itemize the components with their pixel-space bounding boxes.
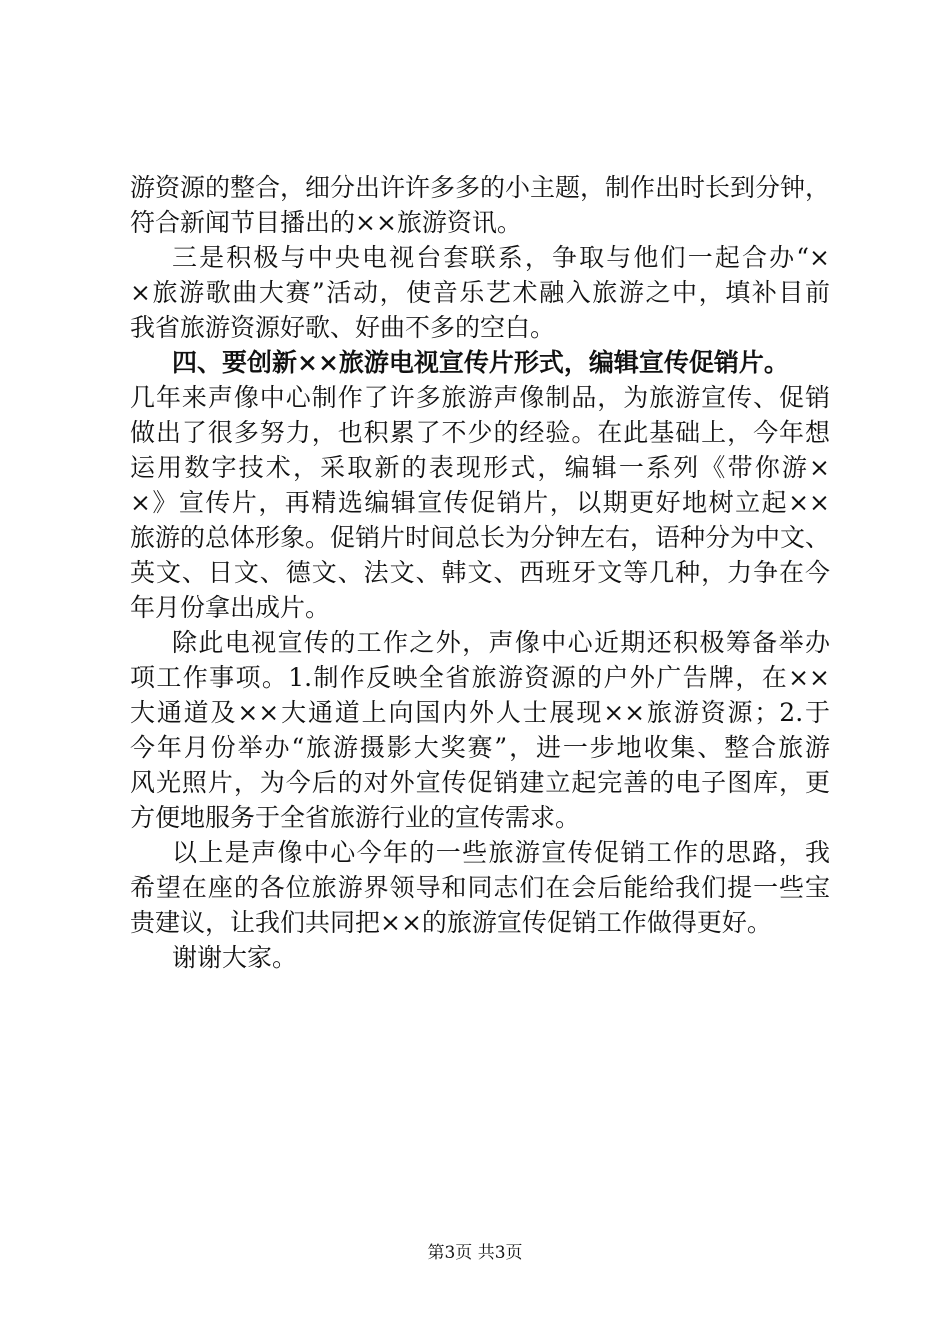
text-line: 旅游的总体形象。促销片时间总长为分钟左右，语种分为中文、 bbox=[130, 523, 831, 552]
closing-line: 谢谢大家。 bbox=[172, 943, 298, 972]
text-line: 风光照片，为今后的对外宣传促销建立起完善的电子图库，更 bbox=[130, 768, 830, 797]
text-line: 运用数字技术，采取新的表现形式，编辑一系列《带你游× bbox=[130, 453, 830, 482]
text-line: 方便地服务于全省旅游行业的宣传需求。 bbox=[130, 803, 581, 832]
page-footer bbox=[0, 1242, 950, 1264]
paragraph-start: 除此电视宣传的工作之外，声像中心近期还积极筹备举办 bbox=[172, 628, 830, 657]
text-line: 英文、日文、德文、法文、韩文、西班牙文等几种，力争在今 bbox=[130, 558, 830, 587]
text-line: 几年来声像中心制作了许多旅游声像制品，为旅游宣传、促销 bbox=[130, 383, 830, 412]
text-line: 大通道及××大通道上向国内外人士展现××旅游资源；2.于 bbox=[130, 698, 830, 727]
paragraph-start: 三是积极与中央电视台套联系，争取与他们一起合办“× bbox=[172, 243, 830, 272]
text-line: 我省旅游资源好歌、好曲不多的空白。 bbox=[130, 313, 556, 342]
text-line: 项工作事项。1.制作反映全省旅游资源的户外广告牌，在×× bbox=[130, 663, 830, 692]
text-line: 游资源的整合，细分出许许多多的小主题，制作出时长到分钟， bbox=[130, 173, 831, 202]
text-line: 今年月份举办“旅游摄影大奖赛”，进一步地收集、整合旅游 bbox=[130, 733, 830, 762]
text-line: 贵建议，让我们共同把××的旅游宣传促销工作做得更好。 bbox=[130, 908, 772, 937]
text-line: ×》宣传片，再精选编辑宣传促销片，以期更好地树立起×× bbox=[130, 488, 830, 517]
text-line: 做出了很多努力，也积累了不少的经验。在此基础上，今年想 bbox=[130, 418, 830, 447]
text-line: 符合新闻节目播出的××旅游资讯。 bbox=[130, 208, 522, 237]
section-heading: 四、要创新××旅游电视宣传片形式，编辑宣传促销片。 bbox=[172, 348, 789, 377]
paragraph-start: 以上是声像中心今年的一些旅游宣传促销工作的思路，我 bbox=[172, 838, 830, 867]
page-number-label: 第3页 共3页 bbox=[427, 1243, 523, 1263]
document-body bbox=[130, 170, 830, 975]
text-line: 年月份拿出成片。 bbox=[130, 593, 331, 622]
text-line: 希望在座的各位旅游界领导和同志们在会后能给我们提一些宝 bbox=[130, 873, 830, 902]
text-line: ×旅游歌曲大赛”活动，使音乐艺术融入旅游之中，填补目前 bbox=[130, 278, 830, 307]
